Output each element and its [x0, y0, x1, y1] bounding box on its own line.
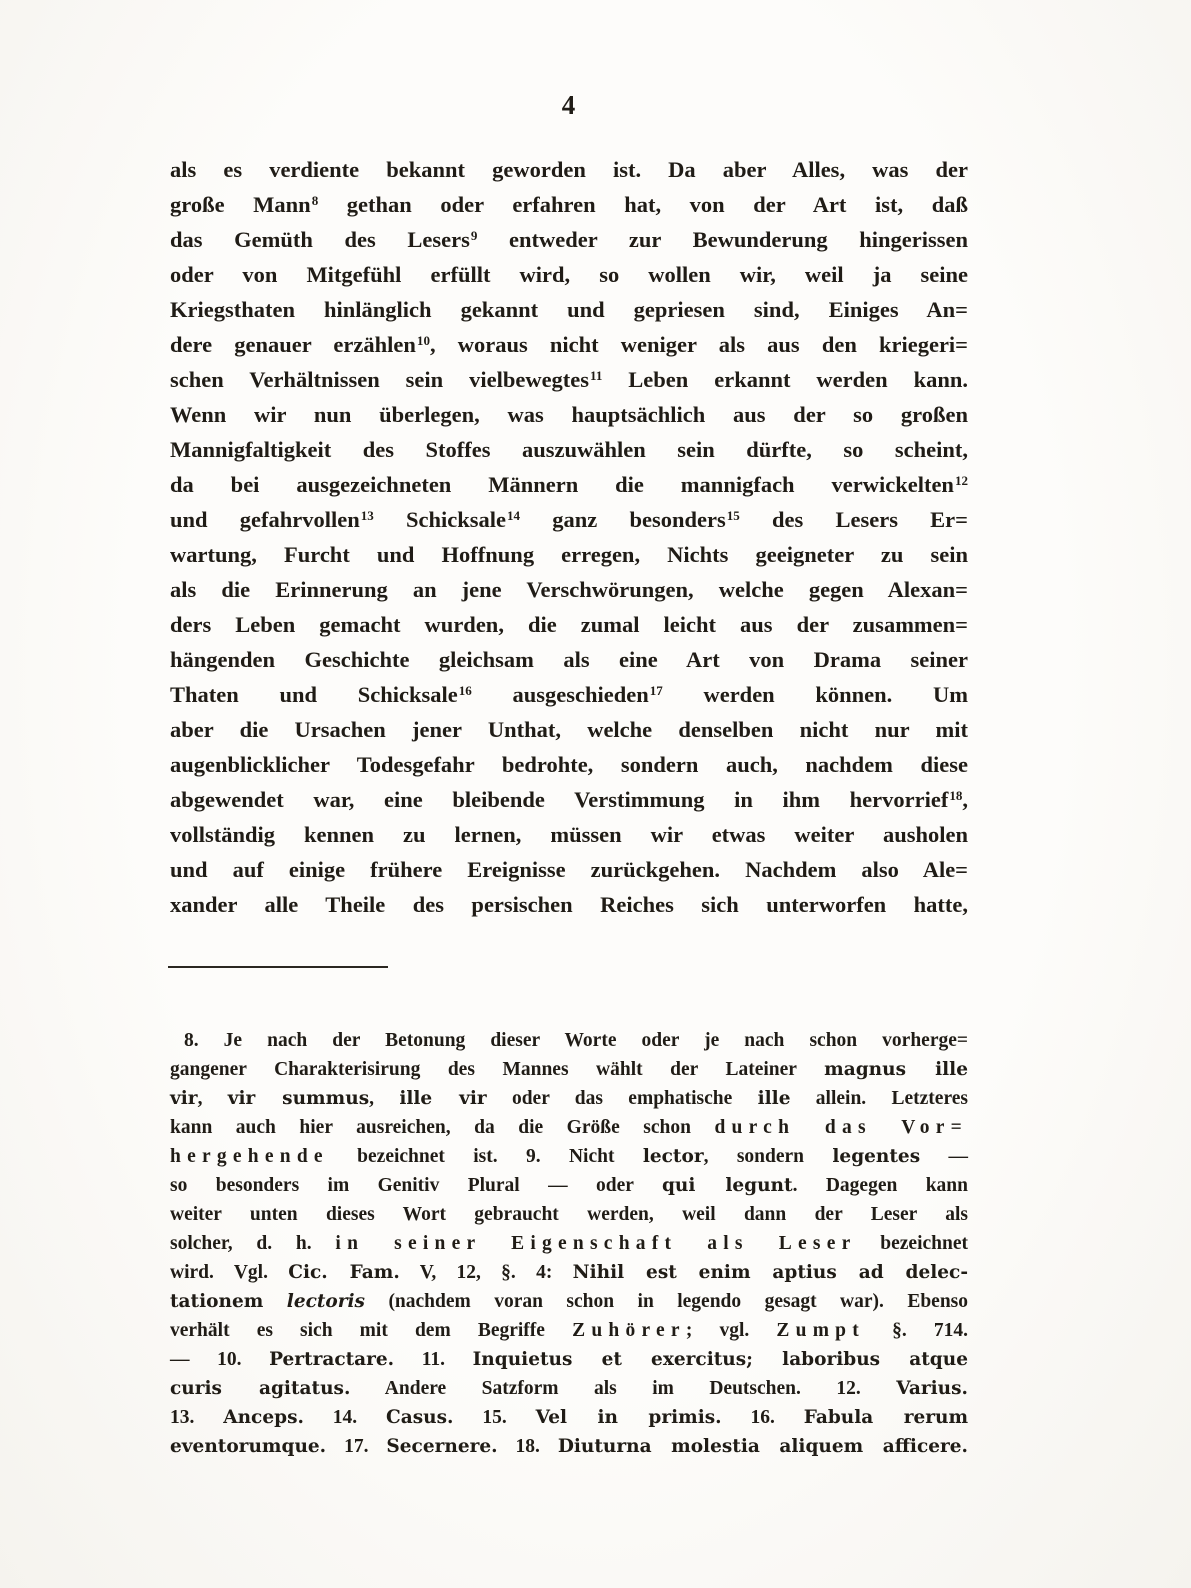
page-number: 4: [561, 90, 577, 120]
text-line: augenblicklicher Todesgefahr bedrohte, sondern auch, nachdem diese: [170, 752, 968, 777]
text-line: gangener Charakterisirung des Mannes wählt der Lateiner magnus ille: [170, 1059, 968, 1080]
footnote-reference: 8: [311, 193, 319, 208]
text-line: xander alle Theile des persischen Reiches sich unterworfen hatte,: [170, 892, 968, 917]
footnote-reference: 14: [507, 508, 521, 523]
footnote-separator: [168, 966, 388, 968]
text-line: und gefahrvollen$^{13}$ Schicksale$^{14}$ ganz besonders$^{15}$ des Lesers Er=: [170, 507, 968, 532]
text-line: als es verdiente bekannt geworden ist. Da aber Alles, was der: [170, 157, 968, 182]
text-line: ders Leben gemacht wurden, die zumal leicht aus der zusammen=: [170, 612, 968, 637]
text-line: Kriegsthaten hinlänglich gekannt und gepriesen sind, Einiges An=: [170, 297, 968, 322]
text-line: oder von Mitgefühl erfüllt wird, so wollen wir, weil ja seine: [170, 262, 968, 287]
text-line: Wenn wir nun überlegen, was hauptsächlich aus der so großen: [170, 402, 968, 427]
footnote-reference: 13: [360, 508, 374, 523]
text-line: so besonders im Genitiv Plural — oder qui legunt. Dagegen kann: [170, 1175, 968, 1196]
text-line: solcher, d. h. in seiner Eigenschaft als Leser bezeichnet: [170, 1233, 968, 1254]
text-line: eventorumque. 17. Secernere. 18. Diuturna molestia aliquem afficere.: [170, 1436, 968, 1457]
text-line: curis agitatus. Andere Satzform als im Deutschen. 12. Varius.: [170, 1378, 968, 1399]
text-line: aber die Ursachen jener Unthat, welche denselben nicht nur mit: [170, 717, 968, 742]
text-line: und auf einige frühere Ereignisse zurückgehen. Nachdem also Ale=: [170, 857, 968, 882]
text-line: hängenden Geschichte gleichsam als eine Art von Drama seiner: [170, 647, 968, 672]
footnote-reference: 10: [416, 333, 430, 348]
footnote-reference: 16: [458, 683, 472, 698]
main-text: [170, 152, 968, 922]
footnote-reference: 17: [649, 683, 663, 698]
text-line: als die Erinnerung an jene Verschwörungen, welche gegen Alexan=: [170, 577, 968, 602]
text-line: Thaten und Schicksale$^{16}$ ausgeschieden$^{17}$ werden können. Um: [170, 682, 968, 707]
text-line: schen Verhältnissen sein vielbewegtes$^{11}$ Leben erkannt werden kann.: [170, 367, 968, 392]
text-line: abgewendet war, eine bleibende Verstimmung in ihm hervorrief$^{18}$,: [170, 787, 968, 812]
text-line: 8. Je nach der Betonung dieser Worte oder je nach schon vorherge=: [184, 1030, 968, 1051]
text-line: Mannigfaltigkeit des Stoffes auszuwählen sein dürfte, so scheint,: [170, 437, 968, 462]
footnote-reference: 9: [470, 228, 478, 243]
text-line: große Mann$^8$ gethan oder erfahren hat, von der Art ist, daß: [170, 192, 969, 217]
text-line: 13. Anceps. 14. Casus. 15. Vel in primis. 16. Fabula rerum: [170, 1407, 969, 1428]
footnotes-text: [170, 1026, 968, 1461]
text-line: hergehende bezeichnet ist. 9. Nicht lector, sondern legentes —: [170, 1146, 969, 1167]
text-line: da bei ausgezeichneten Männern die mannigfach verwickelten$^{12}$: [170, 472, 968, 497]
text-line: wird. Vgl. Cic. Fam. V, 12, §. 4: Nihil est enim aptius ad delec-: [170, 1262, 969, 1283]
text-line: vir, vir summus, ille vir oder das emphatische ille allein. Letzteres: [170, 1088, 968, 1109]
footnote-reference: 15: [726, 508, 740, 523]
text-line: weiter unten dieses Wort gebraucht werden, weil dann der Leser als: [170, 1204, 968, 1225]
text-line: dere genauer erzählen$^{10}$, woraus nicht weniger als aus den kriegeri=: [170, 332, 969, 357]
text-line: verhält es sich mit dem Begriffe Zuhörer; vgl. Zumpt §. 714.: [170, 1320, 968, 1341]
footnote-reference: 12: [954, 473, 968, 488]
text-line: kann auch hier ausreichen, da die Größe schon durch das Vor=: [170, 1117, 968, 1138]
text-line: — 10. Pertractare. 11. Inquietus et exercitus; laboribus atque: [170, 1349, 968, 1370]
footnote-reference: 18: [949, 788, 963, 803]
text-line: das Gemüth des Lesers$^9$ entweder zur Bewunderung hingerissen: [170, 227, 968, 252]
text-line: tationem lectoris (nachdem voran schon in legendo gesagt war). Ebenso: [170, 1291, 969, 1312]
text-line: wartung, Furcht und Hoffnung erregen, Nichts geeigneter zu sein: [170, 542, 968, 567]
text-line: vollständig kennen zu lernen, müssen wir etwas weiter ausholen: [170, 822, 968, 847]
footnote-reference: 11: [590, 368, 603, 383]
